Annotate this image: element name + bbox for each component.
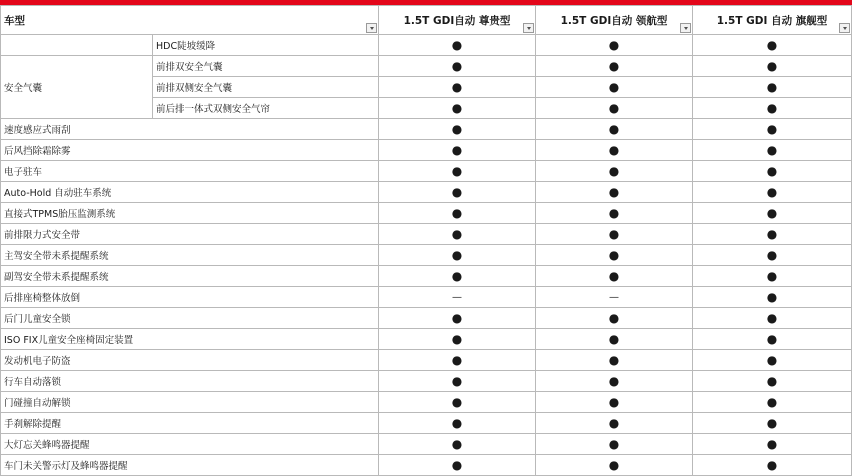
value-cell: ● <box>379 245 536 266</box>
table-body <box>1 35 852 476</box>
value-cell: ● <box>693 35 852 56</box>
value-cell: ● <box>693 245 852 266</box>
feature-name-cell: 后排座椅整体放倒 <box>1 287 379 308</box>
value-cell: ● <box>693 371 852 392</box>
value-cell: ● <box>693 77 852 98</box>
header-row <box>1 6 852 35</box>
value-cell: ● <box>379 98 536 119</box>
value-cell: ● <box>536 266 693 287</box>
value-cell: ● <box>379 350 536 371</box>
value-cell: ● <box>536 413 693 434</box>
value-cell: ● <box>379 140 536 161</box>
table-row <box>1 266 852 287</box>
filter-dropdown-icon[interactable] <box>366 23 377 33</box>
value-cell: ● <box>693 413 852 434</box>
value-cell: ● <box>536 329 693 350</box>
feature-name-cell: 行车自动落锁 <box>1 371 379 392</box>
feature-name-cell: 发动机电子防盗 <box>1 350 379 371</box>
value-cell: — <box>536 287 693 308</box>
feature-name-cell: 副驾安全带未系提醒系统 <box>1 266 379 287</box>
feature-name-cell: 主驾安全带未系提醒系统 <box>1 245 379 266</box>
feature-name-cell: ISO FIX儿童安全座椅固定装置 <box>1 329 379 350</box>
table-row <box>1 308 852 329</box>
category-cell <box>1 35 153 56</box>
table-row <box>1 413 852 434</box>
value-cell: ● <box>693 140 852 161</box>
value-cell: ● <box>536 98 693 119</box>
value-cell: ● <box>379 392 536 413</box>
feature-name-cell: 速度感应式雨刮 <box>1 119 379 140</box>
table-row <box>1 329 852 350</box>
trim-label: 1.5T GDI 自动 旗舰型 <box>716 14 828 27</box>
feature-name-cell: HDC陡坡缓降 <box>153 35 379 56</box>
table-row <box>1 224 852 245</box>
filter-dropdown-icon[interactable] <box>839 23 850 33</box>
value-cell: ● <box>693 392 852 413</box>
value-cell: ● <box>536 182 693 203</box>
feature-name-cell: 电子驻车 <box>1 161 379 182</box>
feature-name-cell: 门碰撞自动解锁 <box>1 392 379 413</box>
feature-name-cell: 后风挡除霜除雾 <box>1 140 379 161</box>
feature-name-cell: 大灯忘关蜂鸣器提醒 <box>1 434 379 455</box>
value-cell: ● <box>379 329 536 350</box>
header-cell-model <box>1 6 379 35</box>
value-cell: ● <box>693 329 852 350</box>
value-cell: ● <box>379 77 536 98</box>
feature-name-cell: 前排双侧安全气囊 <box>153 77 379 98</box>
value-cell: ● <box>693 308 852 329</box>
value-cell: ● <box>379 308 536 329</box>
trim-label: 1.5T GDI自动 领航型 <box>560 14 668 27</box>
filter-dropdown-icon[interactable] <box>680 23 691 33</box>
value-cell: ● <box>536 350 693 371</box>
table-row <box>1 119 852 140</box>
value-cell: ● <box>536 77 693 98</box>
table-row <box>1 182 852 203</box>
table-row <box>1 203 852 224</box>
value-cell: ● <box>693 287 852 308</box>
feature-name-cell: Auto-Hold 自动驻车系统 <box>1 182 379 203</box>
category-cell: 安全气囊 <box>1 56 153 119</box>
feature-name-cell: 直接式TPMS胎压监测系统 <box>1 203 379 224</box>
value-cell: ● <box>693 203 852 224</box>
value-cell: ● <box>536 245 693 266</box>
value-cell: ● <box>379 119 536 140</box>
value-cell: ● <box>379 266 536 287</box>
feature-name-cell: 前排双安全气囊 <box>153 56 379 77</box>
value-cell: ● <box>379 371 536 392</box>
table-row <box>1 140 852 161</box>
model-label: 车型 <box>4 14 25 27</box>
value-cell: ● <box>693 161 852 182</box>
trim-label: 1.5T GDI自动 尊贵型 <box>403 14 511 27</box>
value-cell: ● <box>693 56 852 77</box>
value-cell: ● <box>693 350 852 371</box>
value-cell: ● <box>693 266 852 287</box>
value-cell: ● <box>693 119 852 140</box>
value-cell: ● <box>536 224 693 245</box>
value-cell: ● <box>693 455 852 476</box>
value-cell: ● <box>693 434 852 455</box>
table-row <box>1 287 852 308</box>
filter-dropdown-icon[interactable] <box>523 23 534 33</box>
table-row <box>1 455 852 476</box>
table-row <box>1 434 852 455</box>
value-cell: ● <box>536 455 693 476</box>
value-cell: ● <box>536 119 693 140</box>
value-cell: ● <box>379 413 536 434</box>
value-cell: ● <box>379 203 536 224</box>
value-cell: ● <box>379 56 536 77</box>
value-cell: — <box>379 287 536 308</box>
header-cell-trim-2 <box>536 6 693 35</box>
value-cell: ● <box>536 371 693 392</box>
table-row <box>1 350 852 371</box>
value-cell: ● <box>379 224 536 245</box>
header-cell-trim-3 <box>693 6 852 35</box>
table-row <box>1 35 852 56</box>
value-cell: ● <box>379 434 536 455</box>
value-cell: ● <box>536 140 693 161</box>
value-cell: ● <box>693 182 852 203</box>
header-cell-trim-1 <box>379 6 536 35</box>
feature-name-cell: 前后排一体式双侧安全气帘 <box>153 98 379 119</box>
table-row <box>1 245 852 266</box>
value-cell: ● <box>536 434 693 455</box>
value-cell: ● <box>536 35 693 56</box>
value-cell: ● <box>693 224 852 245</box>
feature-name-cell: 前排限力式安全带 <box>1 224 379 245</box>
value-cell: ● <box>536 392 693 413</box>
value-cell: ● <box>379 182 536 203</box>
value-cell: ● <box>536 56 693 77</box>
table-row <box>1 161 852 182</box>
spec-table <box>0 5 852 476</box>
table-row <box>1 56 852 77</box>
value-cell: ● <box>536 308 693 329</box>
value-cell: ● <box>536 161 693 182</box>
value-cell: ● <box>379 161 536 182</box>
feature-name-cell: 后门儿童安全锁 <box>1 308 379 329</box>
value-cell: ● <box>379 455 536 476</box>
value-cell: ● <box>693 98 852 119</box>
value-cell: ● <box>379 35 536 56</box>
feature-name-cell: 手刹解除提醒 <box>1 413 379 434</box>
table-row <box>1 392 852 413</box>
value-cell: ● <box>536 203 693 224</box>
feature-name-cell: 车门未关警示灯及蜂鸣器提醒 <box>1 455 379 476</box>
table-row <box>1 371 852 392</box>
